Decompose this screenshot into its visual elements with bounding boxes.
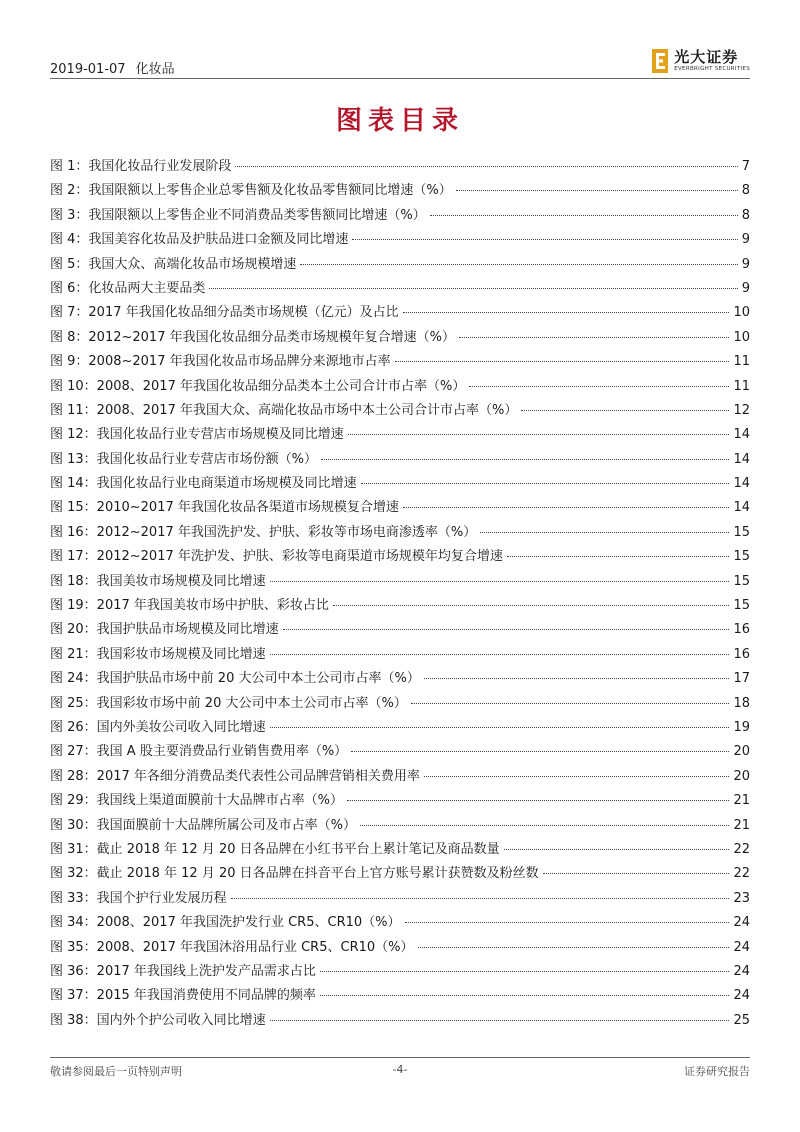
toc-entry[interactable]: [50, 862, 750, 886]
toc-leader-dots: [270, 654, 730, 655]
toc-leader-dots: [521, 410, 729, 411]
toc-entry-label: 图 16：2012~2017 年我国洗护发、护肤、彩妆等市场电商渗透率（%）: [50, 524, 477, 540]
toc-entry-label: 图 5：我国大众、高端化妆品市场规模增速: [50, 256, 297, 272]
page-footer: [50, 1057, 750, 1080]
toc-entry-page: 24: [733, 963, 750, 979]
toc-entry-page: 14: [733, 427, 750, 443]
toc-entry[interactable]: [50, 448, 750, 472]
toc-leader-dots: [360, 825, 729, 826]
toc-entry[interactable]: [50, 960, 750, 984]
toc-entry-page: 22: [733, 866, 750, 882]
toc-entry[interactable]: [50, 936, 750, 960]
toc-entry[interactable]: [50, 496, 750, 520]
toc-entry[interactable]: [50, 643, 750, 667]
toc-entry[interactable]: [50, 179, 750, 203]
toc-entry-page: 15: [733, 549, 750, 565]
toc-leader-dots: [209, 288, 737, 289]
toc-entry-label: 图 30：我国面膜前十大品牌所属公司及市占率（%）: [50, 817, 357, 833]
toc-entry[interactable]: [50, 838, 750, 862]
header-info: [50, 58, 175, 77]
toc-entry-label: 图 9：2008~2017 年我国化妆品市场品牌分来源地市占率: [50, 354, 391, 370]
page-number: -4-: [392, 1063, 408, 1076]
toc-entry-page: 25: [733, 1012, 750, 1028]
toc-entry[interactable]: [50, 155, 750, 179]
toc-leader-dots: [424, 776, 730, 777]
toc-leader-dots: [283, 629, 730, 630]
report-category: 化妆品: [135, 62, 175, 77]
toc-entry-page: 16: [733, 622, 750, 638]
footer-disclaimer: 敬请参阅最后一页特别声明: [50, 1065, 182, 1078]
toc-leader-dots: [403, 312, 730, 313]
toc-entry[interactable]: [50, 692, 750, 716]
toc-entry-label: 图 28：2017 年各细分消费品类代表性公司品牌营销相关费用率: [50, 768, 420, 784]
toc-entry-page: 10: [733, 305, 750, 321]
toc-entry[interactable]: [50, 423, 750, 447]
toc-entry-label: 图 32：截止 2018 年 12 月 20 日各品牌在抖音平台上官方账号累计获赞数及粉丝数: [50, 866, 539, 882]
toc-leader-dots: [411, 703, 730, 704]
toc-entry-page: 22: [733, 841, 750, 857]
toc-leader-dots: [235, 166, 737, 167]
toc-leader-dots: [270, 727, 730, 728]
toc-entry-page: 21: [733, 817, 750, 833]
company-logo: [652, 46, 750, 76]
toc-entry[interactable]: [50, 618, 750, 642]
toc-entry-page: 15: [733, 573, 750, 589]
toc-entry-label: 图 36：2017 年我国线上洗护发产品需求占比: [50, 963, 316, 979]
toc-entry-page: 24: [733, 988, 750, 1004]
toc-entry[interactable]: [50, 521, 750, 545]
toc-entry-label: 图 34：2008、2017 年我国洗护发行业 CR5、CR10（%）: [50, 915, 401, 931]
toc-entry-page: 20: [733, 768, 750, 784]
toc-leader-dots: [231, 898, 730, 899]
toc-entry-label: 图 27：我国 A 股主要消费品行业销售费用率（%）: [50, 744, 348, 760]
logo-chinese-name: 光大证券: [674, 47, 739, 66]
toc-entry-label: 图 25：我国彩妆市场中前 20 大公司中本土公司市占率（%）: [50, 695, 407, 711]
page-title: 图表目录: [335, 106, 464, 136]
toc-entry-page: 9: [741, 232, 750, 248]
toc-leader-dots: [320, 971, 730, 972]
toc-entry[interactable]: [50, 472, 750, 496]
toc-leader-dots: [456, 190, 738, 191]
toc-leader-dots: [333, 605, 730, 606]
everbright-logo-icon: [652, 49, 668, 73]
toc-entry-page: 12: [733, 402, 750, 418]
toc-entry-label: 图 15：2010~2017 年我国化妆品各渠道市场规模复合增速: [50, 500, 399, 516]
toc-entry-label: 图 33：我国个护行业发展历程: [50, 890, 227, 906]
toc-entry[interactable]: [50, 326, 750, 350]
toc-leader-dots: [430, 215, 738, 216]
toc-entry-page: 14: [733, 500, 750, 516]
toc-entry-page: 18: [733, 695, 750, 711]
toc-leader-dots: [418, 947, 730, 948]
toc-entry-label: 图 3：我国限额以上零售企业不同消费品类零售额同比增速（%）: [50, 207, 426, 223]
toc-entry[interactable]: [50, 765, 750, 789]
toc-leader-dots: [403, 507, 730, 508]
toc-entry-label: 图 4：我国美容化妆品及护肤品进口金额及同比增速: [50, 232, 349, 248]
toc-entry-page: 14: [733, 451, 750, 467]
toc-leader-dots: [348, 434, 730, 435]
toc-leader-dots: [405, 922, 730, 923]
toc-entry-label: 图 1：我国化妆品行业发展阶段: [50, 159, 232, 174]
toc-leader-dots: [395, 361, 730, 362]
logo-english-name: EVERBRIGHT SECURITIES: [674, 65, 750, 72]
toc-entry[interactable]: [50, 570, 750, 594]
toc-entry-label: 图 37：2015 年我国消费使用不同品牌的频率: [50, 988, 316, 1004]
toc-entry[interactable]: [50, 594, 750, 618]
toc-entry-label: 图 21：我国彩妆市场规模及同比增速: [50, 646, 266, 662]
toc-entry-label: 图 12：我国化妆品行业专营店市场规模及同比增速: [50, 427, 344, 443]
toc-entry[interactable]: [50, 984, 750, 1008]
toc-entry-label: 图 8：2012~2017 年我国化妆品细分品类市场规模年复合增速（%）: [50, 329, 455, 345]
toc-entry-page: 14: [733, 476, 750, 492]
toc-entry[interactable]: [50, 277, 750, 301]
toc-entry-label: 图 17：2012~2017 年洗护发、护肤、彩妆等电商渠道市场规模年均复合增速: [50, 549, 503, 565]
toc-leader-dots: [270, 581, 730, 582]
toc-entry[interactable]: [50, 814, 750, 838]
toc-entry[interactable]: [50, 204, 750, 228]
toc-entry[interactable]: [50, 667, 750, 691]
page-header: [50, 47, 750, 79]
toc-leader-dots: [424, 678, 730, 679]
toc-entry-page: 7: [741, 159, 750, 174]
toc-entry-page: 15: [733, 598, 750, 614]
toc-entry-page: 8: [741, 207, 750, 223]
toc-leader-dots: [507, 556, 730, 557]
toc-entry[interactable]: [50, 301, 750, 325]
toc-entry-page: 16: [733, 646, 750, 662]
toc-entry-page: 23: [733, 890, 750, 906]
toc-entry-page: 21: [733, 793, 750, 809]
toc-entry-label: 图 19：2017 年我国美妆市场中护肤、彩妆占比: [50, 598, 329, 614]
figure-table-of-contents: [50, 155, 750, 1033]
toc-entry-page: 8: [741, 183, 750, 199]
toc-entry-page: 9: [741, 256, 750, 272]
toc-entry-label: 图 6：化妆品两大主要品类: [50, 280, 206, 296]
toc-entry[interactable]: [50, 350, 750, 374]
toc-leader-dots: [347, 800, 729, 801]
toc-leader-dots: [361, 483, 730, 484]
toc-entry-label: 图 26：国内外美妆公司收入同比增速: [50, 719, 266, 735]
toc-entry-page: 24: [733, 915, 750, 931]
toc-entry[interactable]: [50, 911, 750, 935]
toc-entry-label: 图 14：我国化妆品行业电商渠道市场规模及同比增速: [50, 476, 357, 492]
toc-entry-label: 图 2：我国限额以上零售企业总零售额及化妆品零售额同比增速（%）: [50, 183, 452, 199]
toc-entry-label: 图 35：2008、2017 年我国沐浴用品行业 CR5、CR10（%）: [50, 939, 414, 955]
toc-entry-label: 图 13：我国化妆品行业专营店市场份额（%）: [50, 451, 318, 467]
toc-entry-label: 图 20：我国护肤品市场规模及同比增速: [50, 622, 279, 638]
toc-entry-label: 图 7：2017 年我国化妆品细分品类市场规模（亿元）及占比: [50, 305, 399, 321]
toc-entry[interactable]: [50, 1009, 750, 1033]
toc-leader-dots: [321, 459, 729, 460]
report-date: 2019-01-07: [50, 62, 126, 77]
toc-entry-page: 20: [733, 744, 750, 760]
toc-leader-dots: [320, 995, 730, 996]
toc-entry[interactable]: [50, 740, 750, 764]
toc-leader-dots: [352, 239, 737, 240]
toc-leader-dots: [270, 1020, 730, 1021]
toc-entry[interactable]: [50, 716, 750, 740]
toc-entry-page: 17: [733, 671, 750, 687]
toc-leader-dots: [543, 873, 730, 874]
toc-entry-label: 图 31：截止 2018 年 12 月 20 日各品牌在小红书平台上累计笔记及商品数量: [50, 841, 500, 857]
toc-leader-dots: [351, 751, 729, 752]
toc-entry-label: 图 24：我国护肤品市场中前 20 大公司中本土公司市占率（%）: [50, 671, 420, 687]
toc-leader-dots: [469, 386, 729, 387]
toc-entry-page: 24: [733, 939, 750, 955]
toc-leader-dots: [459, 337, 730, 338]
toc-entry-label: 图 10：2008、2017 年我国化妆品细分品类本土公司合计市占率（%）: [50, 378, 466, 394]
toc-entry-label: 图 18：我国美妆市场规模及同比增速: [50, 573, 266, 589]
toc-entry[interactable]: [50, 789, 750, 813]
toc-entry-page: 15: [733, 524, 750, 540]
toc-entry-page: 19: [733, 719, 750, 735]
toc-entry-page: 9: [741, 280, 750, 296]
toc-leader-dots: [504, 849, 730, 850]
toc-entry[interactable]: [50, 375, 750, 399]
toc-entry-label: 图 29：我国线上渠道面膜前十大品牌市占率（%）: [50, 793, 344, 809]
toc-entry-label: 图 38：国内外个护公司收入同比增速: [50, 1012, 266, 1028]
toc-entry[interactable]: [50, 253, 750, 277]
toc-entry-label: 图 11：2008、2017 年我国大众、高端化妆品市场中本土公司合计市占率（%）: [50, 402, 518, 418]
toc-entry[interactable]: [50, 887, 750, 911]
toc-entry[interactable]: [50, 228, 750, 252]
footer-report-type: 证券研究报告: [684, 1065, 750, 1078]
toc-leader-dots: [480, 532, 729, 533]
toc-entry[interactable]: [50, 545, 750, 569]
toc-entry-page: 11: [733, 378, 750, 394]
toc-entry-page: 11: [733, 354, 750, 370]
toc-leader-dots: [300, 264, 737, 265]
toc-entry[interactable]: [50, 399, 750, 423]
toc-entry-page: 10: [733, 329, 750, 345]
